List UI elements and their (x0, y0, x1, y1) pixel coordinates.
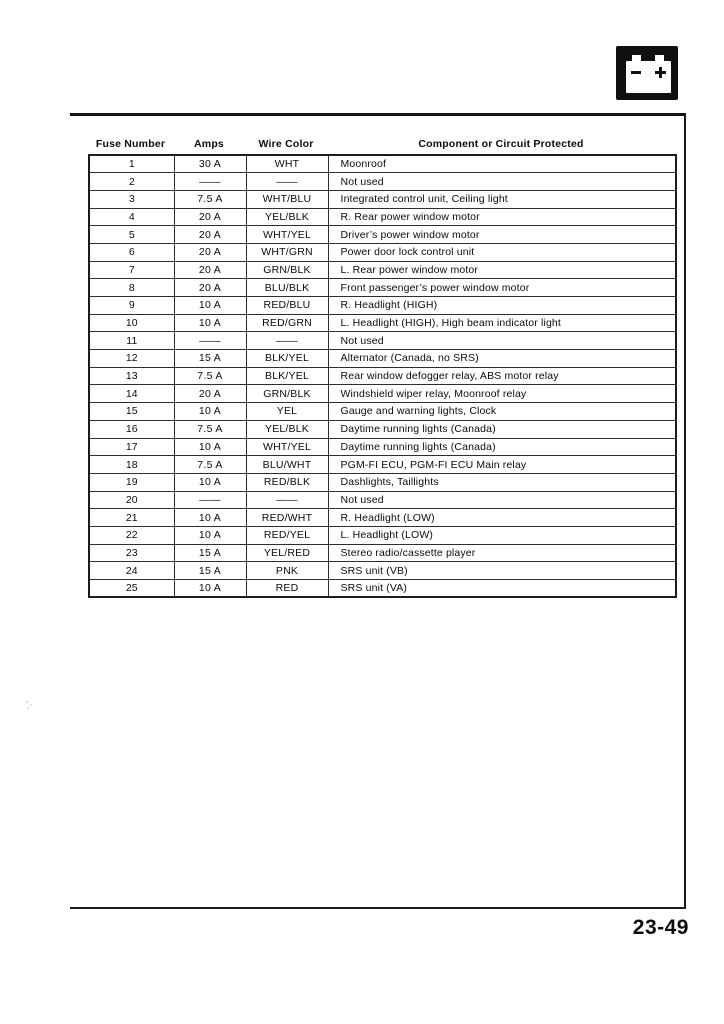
wire-color-cell: YEL/BLK (246, 420, 328, 438)
amps-cell: —— (174, 491, 246, 509)
table-row (89, 173, 676, 191)
amps-cell: 7.5 A (174, 420, 246, 438)
component-cell: Rear window defogger relay, ABS motor relay (328, 367, 676, 385)
wire-color-cell: BLU/BLK (246, 279, 328, 297)
fuse-number-cell: 20 (89, 491, 174, 509)
wire-color-cell: BLK/YEL (246, 350, 328, 368)
fuse-number-cell: 7 (89, 261, 174, 279)
amps-cell: 15 A (174, 562, 246, 580)
table-row (89, 155, 676, 173)
table-row (89, 243, 676, 261)
fuse-number-cell: 8 (89, 279, 174, 297)
wire-color-cell: RED (246, 580, 328, 598)
component-cell: Gauge and warning lights, Clock (328, 403, 676, 421)
amps-cell: 10 A (174, 509, 246, 527)
fuse-number-cell: 17 (89, 438, 174, 456)
wire-color-cell: BLK/YEL (246, 367, 328, 385)
fuse-table-body (89, 155, 676, 597)
amps-cell: 7.5 A (174, 367, 246, 385)
wire-color-cell: YEL/BLK (246, 208, 328, 226)
battery-body (626, 61, 671, 93)
fuse-number-cell: 14 (89, 385, 174, 403)
table-header-row (88, 133, 675, 154)
table-row (89, 208, 676, 226)
amps-cell: 10 A (174, 297, 246, 315)
fuse-number-cell: 10 (89, 314, 174, 332)
fuse-number-cell: 3 (89, 190, 174, 208)
component-cell: Not used (328, 332, 676, 350)
component-cell: Alternator (Canada, no SRS) (328, 350, 676, 368)
fuse-number-cell: 18 (89, 456, 174, 474)
page-number: 23-49 (632, 916, 689, 939)
battery-icon (616, 46, 678, 100)
amps-cell: 20 A (174, 385, 246, 403)
component-cell: SRS unit (VB) (328, 562, 676, 580)
fuse-number-cell: 15 (89, 403, 174, 421)
component-cell: R. Headlight (HIGH) (328, 297, 676, 315)
amps-cell: 10 A (174, 473, 246, 491)
component-cell: Driver’s power window motor (328, 226, 676, 244)
component-cell: Not used (328, 491, 676, 509)
fuse-number-cell: 25 (89, 580, 174, 598)
component-cell: Daytime running lights (Canada) (328, 438, 676, 456)
amps-cell: 10 A (174, 580, 246, 598)
table-row (89, 297, 676, 315)
table-row (89, 473, 676, 491)
header-wire-color: Wire Color (258, 137, 314, 150)
component-cell: Power door lock control unit (328, 243, 676, 261)
fuse-number-cell: 4 (89, 208, 174, 226)
header-amps: Amps (194, 137, 224, 150)
component-cell: Moonroof (328, 155, 676, 173)
header-fuse-number: Fuse Number (95, 137, 166, 150)
amps-cell: 20 A (174, 208, 246, 226)
table-row (89, 544, 676, 562)
wire-color-cell: WHT/GRN (246, 243, 328, 261)
component-cell: SRS unit (VA) (328, 580, 676, 598)
component-cell: Front passenger’s power window motor (328, 279, 676, 297)
table-row (89, 438, 676, 456)
amps-cell: 7.5 A (174, 456, 246, 474)
component-cell: R. Headlight (LOW) (328, 509, 676, 527)
table-row (89, 261, 676, 279)
scan-artifact (26, 701, 33, 709)
fuse-number-cell: 22 (89, 526, 174, 544)
component-cell: R. Rear power window motor (328, 208, 676, 226)
fuse-table (88, 133, 675, 598)
component-cell: Not used (328, 173, 676, 191)
fuse-number-cell: 19 (89, 473, 174, 491)
wire-color-cell: YEL (246, 403, 328, 421)
fuse-number-cell: 2 (89, 173, 174, 191)
wire-color-cell: RED/WHT (246, 509, 328, 527)
wire-color-cell: RED/BLK (246, 473, 328, 491)
table-row (89, 226, 676, 244)
component-cell: Dashlights, Taillights (328, 473, 676, 491)
table-row (89, 562, 676, 580)
table-row (89, 420, 676, 438)
table-row (89, 526, 676, 544)
wire-color-cell: WHT/YEL (246, 438, 328, 456)
table-row (89, 509, 676, 527)
table-row (89, 456, 676, 474)
wire-color-cell: GRN/BLK (246, 385, 328, 403)
wire-color-cell: RED/YEL (246, 526, 328, 544)
fuse-number-cell: 12 (89, 350, 174, 368)
component-cell: PGM-FI ECU, PGM-FI ECU Main relay (328, 456, 676, 474)
wire-color-cell: —— (246, 491, 328, 509)
wire-color-cell: YEL/RED (246, 544, 328, 562)
amps-cell: 30 A (174, 155, 246, 173)
amps-cell: 10 A (174, 526, 246, 544)
fuse-number-cell: 24 (89, 562, 174, 580)
amps-cell: 20 A (174, 279, 246, 297)
header-component: Component or Circuit Protected (418, 137, 584, 150)
battery-plus-icon (659, 67, 662, 78)
wire-color-cell: WHT/YEL (246, 226, 328, 244)
amps-cell: 15 A (174, 544, 246, 562)
amps-cell: 15 A (174, 350, 246, 368)
component-cell: Integrated control unit, Ceiling light (328, 190, 676, 208)
table-row (89, 350, 676, 368)
table-row (89, 491, 676, 509)
amps-cell: 7.5 A (174, 190, 246, 208)
amps-cell: 20 A (174, 243, 246, 261)
fuse-number-cell: 23 (89, 544, 174, 562)
fuse-number-cell: 13 (89, 367, 174, 385)
amps-cell: —— (174, 173, 246, 191)
table-row (89, 580, 676, 598)
table-row (89, 385, 676, 403)
wire-color-cell: WHT (246, 155, 328, 173)
amps-cell: 20 A (174, 261, 246, 279)
component-cell: L. Headlight (HIGH), High beam indicator light (328, 314, 676, 332)
table-row (89, 403, 676, 421)
wire-color-cell: —— (246, 332, 328, 350)
component-cell: Windshield wiper relay, Moonroof relay (328, 385, 676, 403)
fuse-number-cell: 21 (89, 509, 174, 527)
component-cell: Daytime running lights (Canada) (328, 420, 676, 438)
amps-cell: 10 A (174, 403, 246, 421)
fuse-number-cell: 5 (89, 226, 174, 244)
amps-cell: —— (174, 332, 246, 350)
battery-minus-icon (631, 71, 641, 74)
wire-color-cell: GRN/BLK (246, 261, 328, 279)
wire-color-cell: PNK (246, 562, 328, 580)
fuse-table-grid (88, 154, 677, 598)
fuse-number-cell: 1 (89, 155, 174, 173)
component-cell: Stereo radio/cassette player (328, 544, 676, 562)
component-cell: L. Rear power window motor (328, 261, 676, 279)
amps-cell: 10 A (174, 314, 246, 332)
fuse-number-cell: 11 (89, 332, 174, 350)
wire-color-cell: RED/BLU (246, 297, 328, 315)
table-row (89, 190, 676, 208)
amps-cell: 20 A (174, 226, 246, 244)
table-row (89, 314, 676, 332)
table-row (89, 279, 676, 297)
table-row (89, 367, 676, 385)
wire-color-cell: WHT/BLU (246, 190, 328, 208)
table-row (89, 332, 676, 350)
wire-color-cell: BLU/WHT (246, 456, 328, 474)
fuse-number-cell: 16 (89, 420, 174, 438)
wire-color-cell: —— (246, 173, 328, 191)
component-cell: L. Headlight (LOW) (328, 526, 676, 544)
wire-color-cell: RED/GRN (246, 314, 328, 332)
amps-cell: 10 A (174, 438, 246, 456)
fuse-number-cell: 6 (89, 243, 174, 261)
fuse-number-cell: 9 (89, 297, 174, 315)
